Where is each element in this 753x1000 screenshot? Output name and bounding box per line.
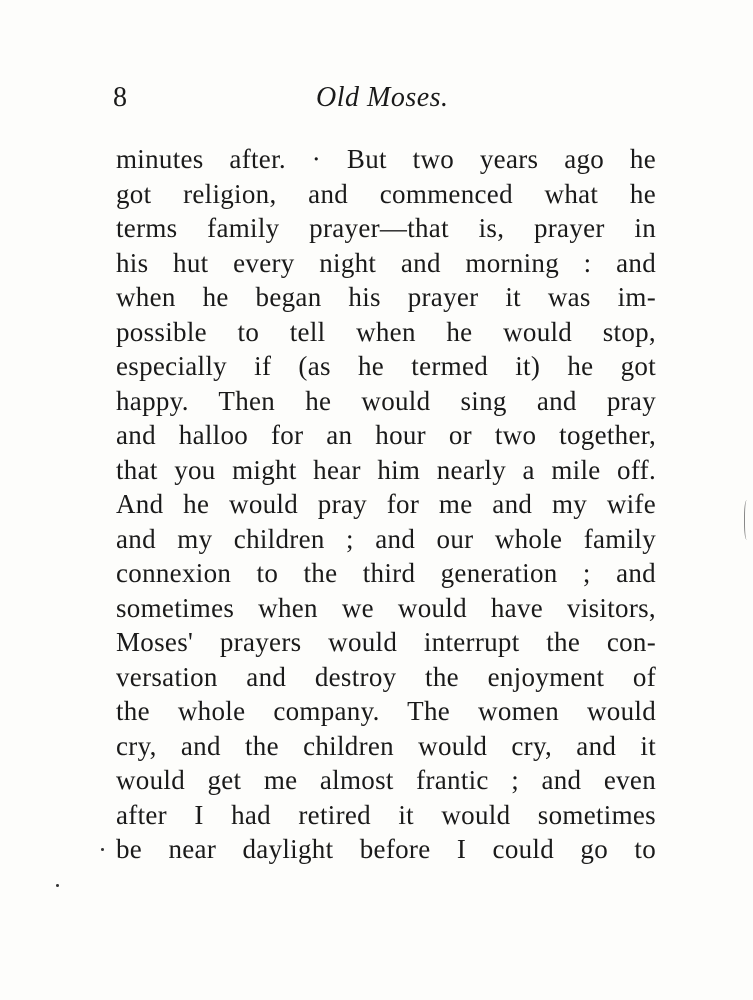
- text-line: his hut every night and morning : and: [116, 247, 656, 278]
- text-line: minutes after. · But two years ago he: [116, 144, 656, 174]
- text-line: and halloo for an hour or two together,: [116, 420, 656, 450]
- text-line: terms family prayer—that is, prayer in: [116, 213, 656, 243]
- text-line: got religion, and commenced what he: [116, 178, 656, 209]
- text-line: the whole company. The women would: [116, 696, 656, 726]
- page-edge-mark: [744, 500, 751, 540]
- running-head: [0, 78, 753, 118]
- text-line: that you might hear him nearly a mile off.: [116, 454, 656, 485]
- text-line: especially if (as he termed it) he got: [116, 351, 656, 381]
- text-line: versation and destroy the enjoyment of: [116, 661, 656, 692]
- body-text: [116, 142, 656, 867]
- text-line: sometimes when we would have visitors,: [116, 592, 656, 623]
- text-line: happy. Then he would sing and pray: [116, 385, 656, 416]
- ink-speck: [101, 848, 104, 851]
- text-line: and my children ; and our whole family: [116, 523, 656, 554]
- ink-speck: [56, 884, 59, 887]
- text-line: Moses' prayers would interrupt the con-: [116, 627, 656, 657]
- text-line: possible to tell when he would stop,: [116, 316, 656, 347]
- text-line: And he would pray for me and my wife: [116, 489, 656, 519]
- text-line: connexion to the third generation ; and: [116, 558, 656, 588]
- running-title: Old Moses.: [316, 82, 449, 113]
- text-line: be near daylight before I could go to: [116, 834, 656, 864]
- text-line: when he began his prayer it was im-: [116, 282, 656, 312]
- page-number: 8: [113, 82, 127, 113]
- text-line: after I had retired it would sometimes: [116, 799, 656, 830]
- text-line: cry, and the children would cry, and it: [116, 730, 656, 761]
- text-line: would get me almost frantic ; and even: [116, 765, 656, 795]
